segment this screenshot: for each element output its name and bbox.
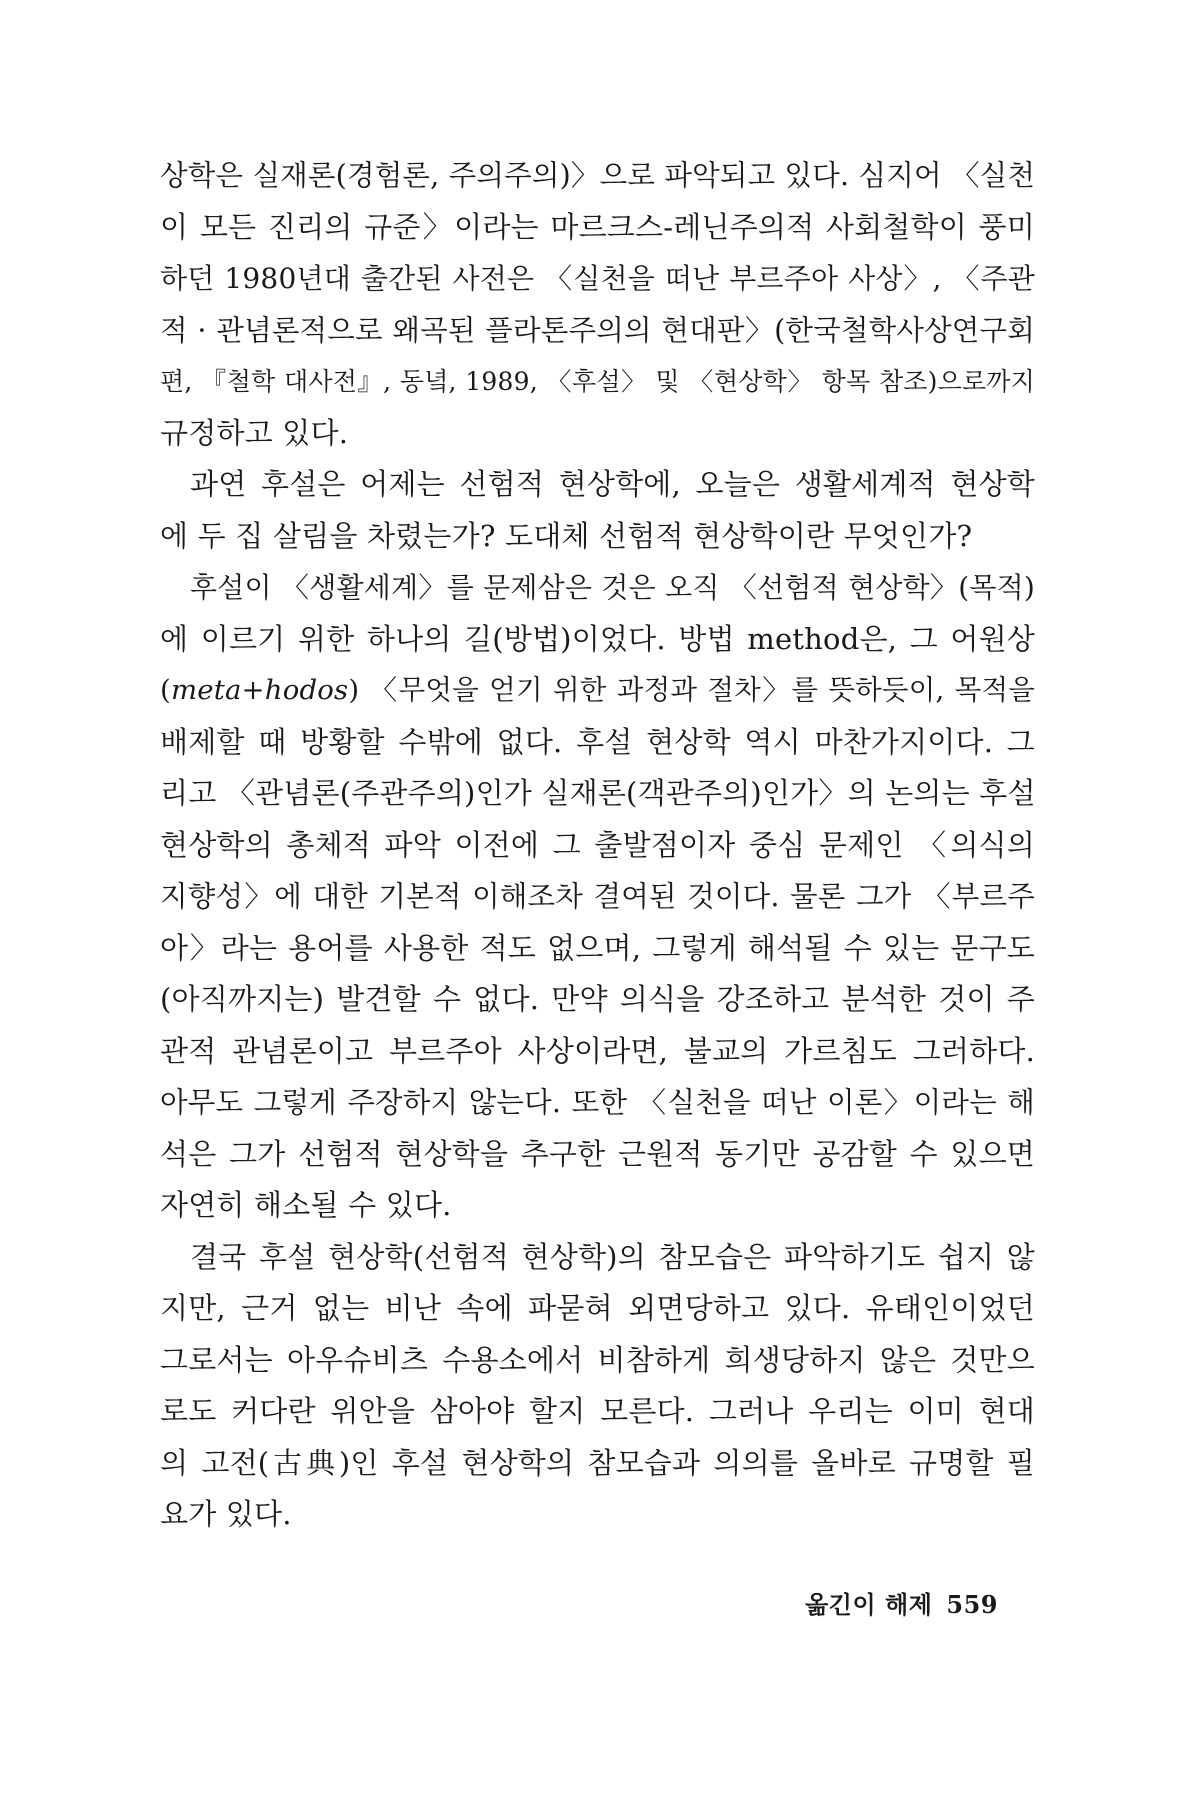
text-line: 아무도 그렇게 주장하지 않는다. 또한 〈실천을 떠난 이론〉이라는 해 <box>160 1086 1035 1119</box>
text-line: 에 이르기 위한 하나의 길(방법)이었다. 방법 method은, 그 어원상 <box>160 621 1035 656</box>
page-footer <box>805 1585 998 1620</box>
text-line: 결국 후설 현상학(선험적 현상학)의 참모습은 파악하기도 쉽지 않 <box>190 1239 1035 1274</box>
text-line: 적 · 관념론적으로 왜곡된 플라톤주의의 현대판〉(한국철학사상연구회 <box>160 313 1035 347</box>
text-line: 배제할 때 방황할 수밖에 없다. 후설 현상학 역시 마찬가지이다. 그 <box>160 724 1035 759</box>
text-line-meta-hodos: (meta+hodos) 〈무엇을 얻기 위한 과정과 절차〉를 뜻하듯이, 목적을 <box>160 674 1035 706</box>
text-line: 의 고전(古典)인 후설 현상학의 참모습과 의의를 올바로 규명할 필 <box>160 1445 1035 1480</box>
text-line: 리고 〈관념론(주관주의)인가 실재론(객관주의)인가〉의 논의는 후설 <box>160 776 1036 810</box>
text-line: 규정하고 있다. <box>160 415 349 450</box>
text-line: 후설이 〈생활세계〉를 문제삼은 것은 오직 〈선험적 현상학〉(목적) <box>190 571 1035 604</box>
text-line: 지향성〉에 대한 기본적 이해조차 결여된 것이다. 물론 그가 〈부르주 <box>160 880 1035 913</box>
text-line: 에 두 집 살림을 차렸는가? 도대체 선험적 현상학이란 무엇인가? <box>160 518 973 553</box>
text-line: (아직까지는) 발견할 수 없다. 만약 의식을 강조하고 분석한 것이 주 <box>160 982 1035 1016</box>
text-line: 이 모든 진리의 규준〉이라는 마르크스-레닌주의적 사회철학이 풍미 <box>160 209 1035 244</box>
etymology-term: meta+hodos <box>170 674 349 706</box>
text-line: 과연 후설은 어제는 선험적 현상학에, 오늘은 생활세계적 현상학 <box>190 467 1035 501</box>
body-text <box>160 150 1035 1541</box>
running-title: 옮긴이 해제 <box>805 1591 933 1619</box>
text-line: 관적 관념론이고 부르주아 사상이라면, 불교의 가르침도 그러하다. <box>160 1033 1035 1068</box>
text-line: 로도 커다란 위안을 삼아야 할지 모른다. 그러나 우리는 이미 현대 <box>160 1394 1035 1428</box>
text-line: 요가 있다. <box>160 1497 292 1531</box>
text-line: 아〉라는 용어를 사용한 적도 없으며, 그렇게 해석될 수 있는 문구도 <box>160 930 1035 965</box>
text-line: 하던 1980년대 출간된 사전은 〈실천을 떠난 부르주아 사상〉, 〈주관 <box>160 262 1035 295</box>
text-line: 상학은 실재론(경험론, 주의주의)〉으로 파악되고 있다. 심지어 〈실천 <box>160 159 1036 192</box>
text-line: 석은 그가 선험적 현상학을 추구한 근원적 동기만 공감할 수 있으면 <box>160 1136 1035 1171</box>
text-line: 자연히 해소될 수 있다. <box>160 1188 452 1222</box>
page-number: 559 <box>946 1590 998 1619</box>
text-line: 편, 『철학 대사전』, 동녘, 1989, 〈후설〉 및 〈현상학〉 항목 참조)으로까지 <box>160 367 1035 396</box>
text-line: 그로서는 아우슈비츠 수용소에서 비참하게 희생당하지 않은 것만으 <box>160 1342 1035 1377</box>
text-line: 지만, 근거 없는 비난 속에 파묻혀 외면당하고 있다. 유태인이었던 <box>160 1291 1035 1325</box>
text-line: 현상학의 총체적 파악 이전에 그 출발점이자 중심 문제인 〈의식의 <box>160 827 1035 862</box>
